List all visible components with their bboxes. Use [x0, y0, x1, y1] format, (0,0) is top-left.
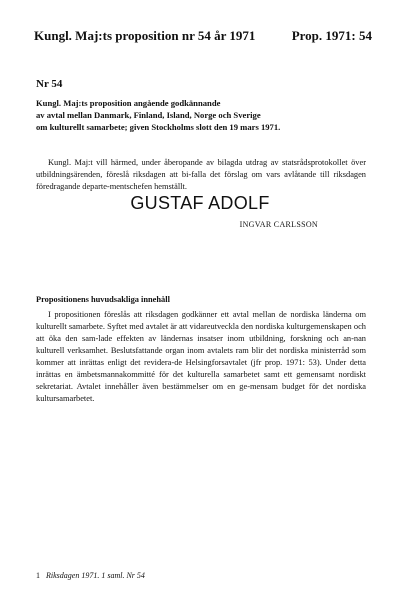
title-line: Kungl. Maj:ts proposition angående godkännande	[36, 98, 221, 108]
proposition-number: Nr 54	[36, 78, 63, 90]
footer-reference: Riksdagen 1971. 1 saml. Nr 54	[46, 571, 145, 580]
proposition-title	[36, 97, 376, 133]
running-header-title: Kungl. Maj:ts proposition nr 54 år 1971	[34, 28, 256, 43]
summary-paragraph	[36, 309, 366, 405]
title-line: om kulturellt samarbete; given Stockholms slott den 19 mars 1971.	[36, 122, 281, 132]
countersignature: INGVAR CARLSSON	[239, 220, 318, 229]
intro-text: Kungl. Maj:t vill härmed, under åberopande av bilagda utdrag av statsrådsprotokollet över utbildningsärenden, föreslå riksdagen att bi-falla det förslag om vars avlåtande till riksdagen föredragande departe-mentschefen hemställt.	[36, 158, 366, 191]
royal-signature: GUSTAF ADOLF	[130, 193, 270, 213]
summary-text: I propositionen föreslås att riksdagen godkänner ett avtal mellan de nordiska länderna om kulturellt samarbete. Syftet med avtalet är att vidareutveckla den nordiska kulturgemenskapen och att öka den sam-lade effekten av ländernas insatser inom utbildning, forskning och an-nan kulturell verksamhet. Beslutsfattande organ inom avtalets ram blir det nordiska ministerråd som kommer att inrättas enligt det revidera-de Helsingforsavtalet (jfr prop. 1971: 53). Under detta inrättas en ämbetsmannakommitté för det kulturella samarbetet samt ett gemensamt nordiskt sekretariat. Avtalet innehåller även bestämmelser om en ge-mensam budget för det nordiska kultursamarbetet.	[36, 310, 366, 403]
running-header-reference: Prop. 1971: 54	[291, 28, 372, 43]
intro-paragraph	[36, 157, 366, 193]
page-footer	[36, 571, 145, 580]
page-number: 1	[36, 571, 40, 580]
section-heading: Propositionens huvudsakliga innehåll	[36, 295, 170, 304]
title-line: av avtal mellan Danmark, Finland, Island, Norge och Sverige	[36, 110, 261, 120]
